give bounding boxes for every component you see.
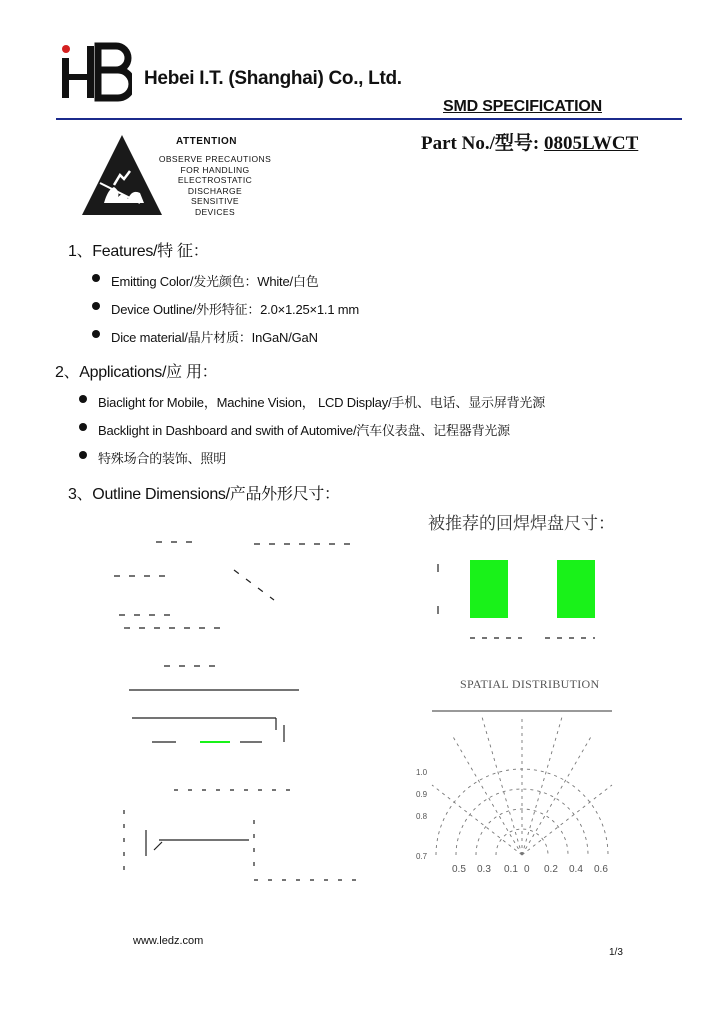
x-tick: 0.6 <box>594 864 608 875</box>
x-tick: 0.3 <box>477 864 491 875</box>
feature-item: Emitting Color/发光颜色：White/白色 <box>111 271 319 290</box>
application-item: 特殊场合的装饰、照明 <box>98 448 226 467</box>
solder-pad-drawing <box>430 550 610 645</box>
esd-line: DEVICES <box>194 206 236 217</box>
esd-notice-text <box>152 154 278 218</box>
part-number-value: 0805LWCT <box>543 133 639 154</box>
features-title: 1、Features/特 征： <box>68 243 209 260</box>
y-tick: 0.9 <box>416 790 428 799</box>
application-item: Biaclight for Mobile，Machine Vision， LCD Display/手机、电话、显示屏背光源 <box>98 392 545 411</box>
y-tick: 0.7 <box>416 852 428 861</box>
outline-drawing <box>104 520 374 900</box>
applications-title: 2、Applications/应 用： <box>55 364 218 381</box>
esd-line: DISCHARGE <box>187 185 243 196</box>
header-divider <box>56 118 682 120</box>
application-item: Backlight in Dashboard and swith of Automive/汽车仪表盘、记程器背光源 <box>98 420 510 439</box>
footer-url: www.ledz.com <box>133 935 204 947</box>
part-number-line <box>421 128 638 155</box>
esd-line: SENSITIVE <box>190 196 239 207</box>
outline-title: 3、Outline Dimensions/产品外形尺寸： <box>68 486 340 503</box>
esd-line: OBSERVE PRECAUTIONS <box>158 154 272 164</box>
solder-pad-right <box>557 560 595 618</box>
solder-pad-title: 被推荐的回焊焊盘尺寸： <box>428 514 615 533</box>
x-tick: 0.4 <box>569 864 583 875</box>
x-tick: 0 <box>524 864 530 875</box>
esd-line: FOR HANDLING <box>180 164 250 175</box>
feature-item: Dice material/晶片材质：InGaN/GaN <box>111 327 318 346</box>
page-number: 1/3 <box>609 947 623 958</box>
y-tick: 1.0 <box>416 768 428 777</box>
company-name: Hebei I.T. (Shanghai) Co., Ltd. <box>144 68 402 89</box>
solder-pad-left <box>470 560 508 618</box>
esd-line: ELECTROSTATIC <box>177 175 253 186</box>
spatial-distribution-chart <box>416 695 626 870</box>
x-tick: 0.2 <box>544 864 558 875</box>
part-number-label: Part No./型号: <box>421 133 540 154</box>
spatial-distribution-title: SPATIAL DISTRIBUTION <box>460 677 600 691</box>
x-tick: 0.5 <box>452 864 466 875</box>
feature-item: Device Outline/外形特征：2.0×1.25×1.1 mm <box>111 299 359 318</box>
company-logo <box>62 42 132 102</box>
esd-attention-title: ATTENTION <box>176 136 237 147</box>
document-type: SMD SPECIFICATION <box>443 98 602 115</box>
y-tick: 0.8 <box>416 812 428 821</box>
x-tick: 0.1 <box>504 864 518 875</box>
